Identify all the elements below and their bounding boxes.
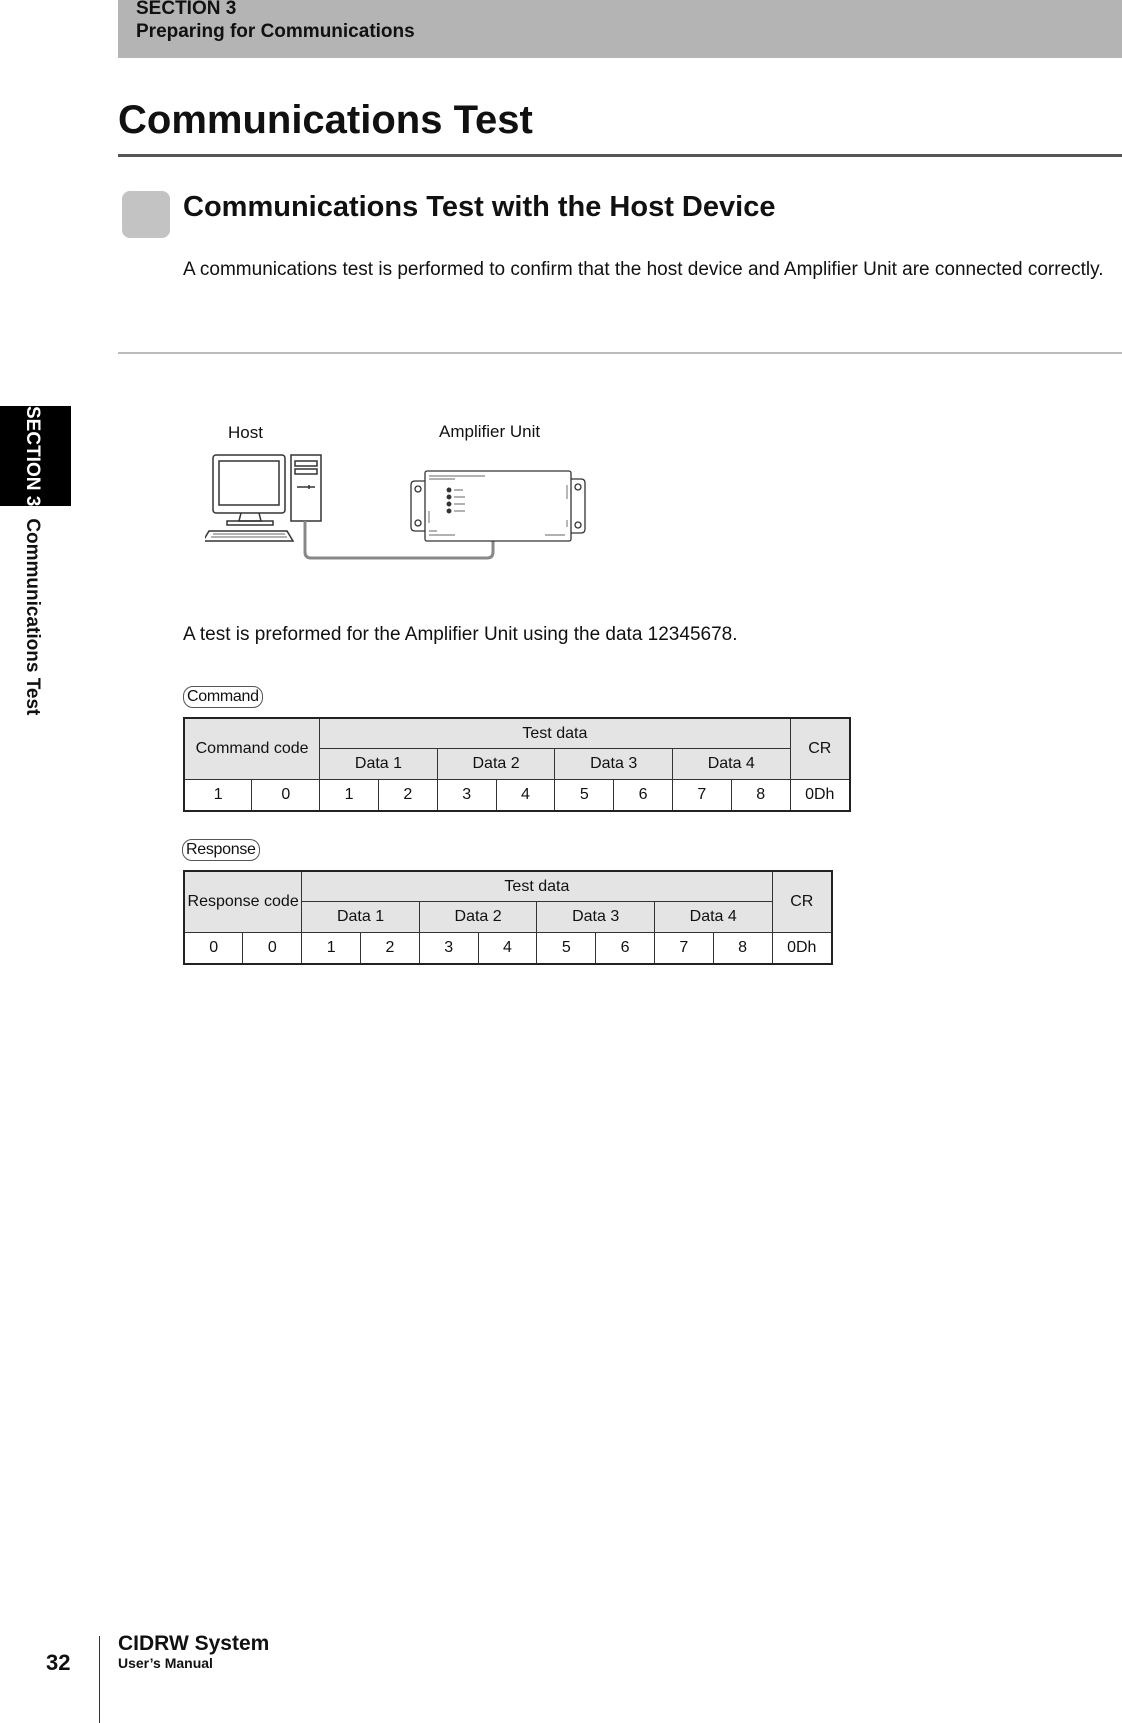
response-value-cell: 5 bbox=[537, 933, 596, 965]
command-data-header: Data 3 bbox=[555, 749, 673, 780]
response-value-cell: 7 bbox=[654, 933, 713, 965]
connection-cable bbox=[305, 521, 493, 558]
response-value-cell: 3 bbox=[419, 933, 478, 965]
section-header bbox=[118, 0, 1122, 58]
response-data-header: Data 4 bbox=[654, 902, 772, 933]
footer-subtitle: User’s Manual bbox=[118, 1655, 213, 1671]
response-table bbox=[183, 870, 833, 965]
command-data-header: Data 2 bbox=[437, 749, 555, 780]
response-value-cell: 6 bbox=[596, 933, 655, 965]
page-number: 32 bbox=[46, 1650, 71, 1675]
header-subtitle: Preparing for Communications bbox=[136, 21, 415, 42]
section-marker-icon bbox=[122, 191, 170, 238]
test-description: A test is preformed for the Amplifier Unit using the data 12345678. bbox=[183, 624, 738, 645]
command-code-header: Command code bbox=[184, 718, 320, 780]
response-value-cell: 8 bbox=[713, 933, 772, 965]
command-value-cell: 1 bbox=[320, 780, 379, 812]
response-value-cell: 0Dh bbox=[772, 933, 832, 965]
response-test-data-header: Test data bbox=[302, 871, 772, 902]
response-code-header: Response code bbox=[184, 871, 302, 933]
response-data-header: Data 2 bbox=[419, 902, 537, 933]
side-tab-topic: Communications Test bbox=[22, 518, 43, 716]
command-data-header: Data 4 bbox=[672, 749, 790, 780]
side-tab-label bbox=[21, 406, 43, 715]
response-value-cell: 1 bbox=[302, 933, 361, 965]
command-value-cell: 8 bbox=[731, 780, 790, 812]
response-data-header: Data 1 bbox=[302, 902, 420, 933]
title-divider bbox=[118, 154, 1122, 157]
response-tag: Response bbox=[182, 839, 260, 861]
command-value-cell: 0Dh bbox=[790, 780, 850, 812]
command-value-cell: 7 bbox=[672, 780, 731, 812]
command-value-cell: 6 bbox=[614, 780, 673, 812]
page-title: Communications Test bbox=[118, 98, 533, 142]
command-data-header: Data 1 bbox=[320, 749, 438, 780]
command-value-cell: 1 bbox=[184, 780, 252, 812]
response-value-cell: 0 bbox=[243, 933, 302, 965]
command-value-cell: 2 bbox=[378, 780, 437, 812]
host-label: Host bbox=[228, 423, 263, 442]
side-tab-section: SECTION 3 bbox=[22, 406, 43, 507]
connection-diagram bbox=[205, 415, 605, 565]
intro-paragraph: A communications test is performed to confirm that the host device and Amplifier Unit are connected correctly. bbox=[183, 259, 1104, 280]
amplifier-label: Amplifier Unit bbox=[439, 422, 541, 441]
command-table bbox=[183, 717, 851, 812]
response-value-cell: 4 bbox=[478, 933, 537, 965]
command-value-cell: 3 bbox=[437, 780, 496, 812]
command-test-data-header: Test data bbox=[320, 718, 790, 749]
command-value-cell: 0 bbox=[252, 780, 320, 812]
footer-divider bbox=[99, 1636, 100, 1723]
response-value-cell: 2 bbox=[361, 933, 420, 965]
command-value-cell: 5 bbox=[555, 780, 614, 812]
command-tag: Command bbox=[183, 686, 263, 708]
section-divider bbox=[118, 352, 1122, 354]
command-cr-header: CR bbox=[790, 718, 850, 780]
amplifier-unit-icon bbox=[411, 471, 585, 541]
response-value-cell: 0 bbox=[184, 933, 243, 965]
section-title: Communications Test with the Host Device bbox=[183, 191, 776, 223]
command-value-cell: 4 bbox=[496, 780, 555, 812]
response-cr-header: CR bbox=[772, 871, 832, 933]
header-section-label: SECTION 3 bbox=[136, 0, 237, 19]
footer-title: CIDRW System bbox=[118, 1632, 270, 1655]
response-data-header: Data 3 bbox=[537, 902, 655, 933]
